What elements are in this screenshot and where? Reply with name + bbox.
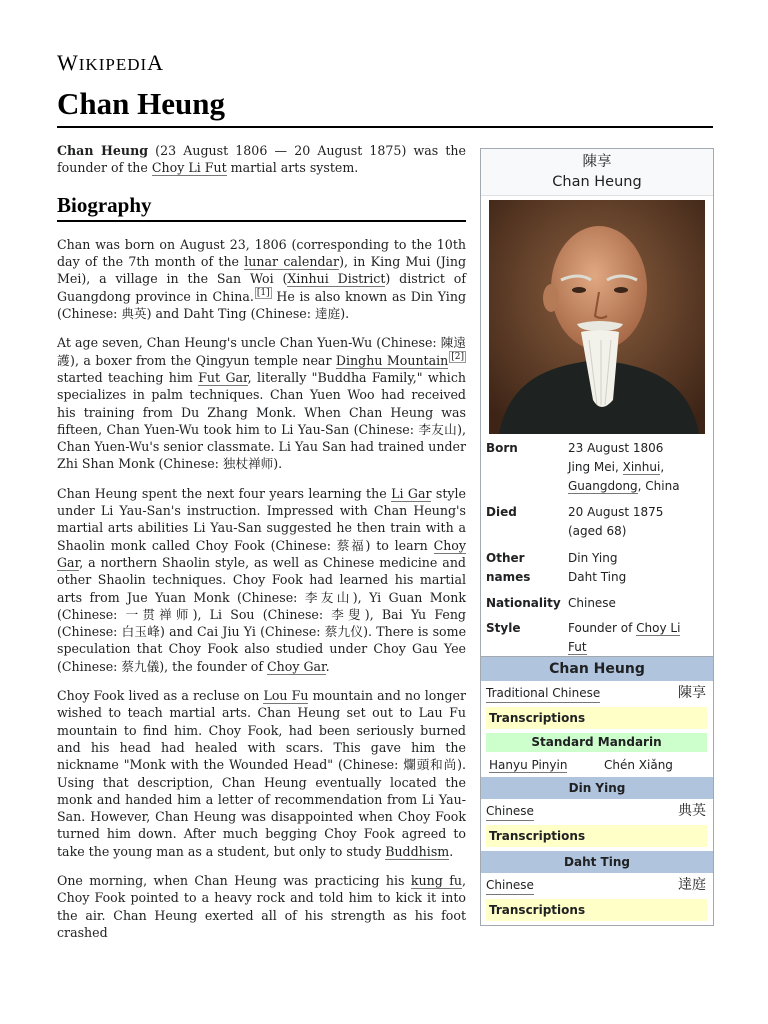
born-place-line (568, 458, 707, 477)
daht-ting-header: Daht Ting (481, 851, 713, 873)
text: . (449, 843, 454, 859)
text: ) and Daht Ting (Chinese: (146, 306, 316, 322)
logo-letter-w: W (57, 50, 79, 75)
born-date: 23 August 1806 (568, 441, 664, 455)
traditional-chinese-value: 陳享 (678, 685, 706, 701)
chinese-text: 李叟 (331, 606, 365, 622)
infobox-value (568, 503, 707, 541)
infobox-value (568, 439, 707, 496)
standard-mandarin-heading: Standard Mandarin (486, 733, 707, 752)
text: ), Li Sou (Chinese: (192, 606, 332, 622)
text: , literally "Buddha Family," which specializes in palm techniques. Chan Yuen Woo had received his training from Du Zhang Monk. When Chan Heung was fifteen, Chan Yuen-Wu took him to Li Yau-San (Chinese: (57, 369, 466, 437)
text: Choy Fook lived as a recluse on (57, 688, 264, 704)
title-rule (57, 126, 713, 128)
text: ) and Cai Jiu Yi (Chinese: (160, 624, 325, 640)
link-choy-gar[interactable]: Choy Gar (57, 537, 467, 570)
text: ). (340, 306, 350, 322)
link-lou-fu[interactable]: Lou Fu (263, 688, 309, 704)
link-hanyu-pinyin[interactable]: Hanyu Pinyin (489, 758, 568, 772)
chinese-text: 蔡福 (336, 537, 366, 553)
text: names (486, 570, 531, 584)
text: Daht Ting (568, 570, 627, 584)
din-ying-chinese-row (481, 799, 713, 823)
died-age: (aged 68) (568, 524, 627, 538)
chinese-text: 白玉峰 (121, 624, 161, 640)
chinese-text: 蔡九仪 (324, 624, 364, 640)
din-ying-header: Din Ying (481, 777, 713, 799)
chinese-text: 一贯禅师 (125, 606, 193, 622)
infobox-label: Nationality (486, 596, 561, 610)
portrait-image[interactable] (489, 200, 705, 434)
chinese-text: 李友山 (418, 421, 458, 437)
bio-paragraph-5 (57, 872, 466, 941)
link-xinhui-district[interactable]: Xinhui District (287, 271, 386, 287)
logo-letter-a: A (147, 50, 165, 75)
infobox-label: Died (486, 505, 517, 519)
portrait-illustration (489, 200, 705, 434)
link-kung-fu[interactable]: kung fu (410, 872, 462, 888)
hanyu-pinyin-value: Chén Xiǎng (604, 758, 673, 772)
chinese-text: 独杖禅师 (222, 456, 274, 472)
infobox-row-nationality (481, 590, 713, 616)
link-buddhism[interactable]: Buddhism (385, 843, 450, 859)
infobox-label (486, 549, 568, 587)
link-traditional-chinese[interactable]: Traditional Chinese (486, 685, 600, 703)
chinese-text: 典英 (121, 306, 147, 322)
bio-paragraph-2 (57, 334, 466, 472)
reference-1[interactable]: [1] (256, 287, 270, 298)
text: ), a boxer from the Qingyun temple near (70, 352, 336, 368)
link-fut-gar[interactable]: Fut Gar (198, 369, 248, 385)
infobox-label: Style (486, 621, 521, 635)
text: Other (486, 551, 525, 565)
text: , Choy Fook pointed to a heavy rock and told him to kick it into the air. Chan Heung exerted all of his strength as his foot crashed (57, 872, 466, 940)
link-lunar-calendar[interactable]: lunar calendar (244, 254, 340, 270)
link-chinese[interactable]: Chinese (486, 877, 534, 895)
link-choy-gar[interactable]: Choy Gar (267, 658, 326, 674)
text: ), in King Mui (Jing Mei), a village in the San Woi ( (57, 254, 467, 287)
section-heading-biography: Biography (57, 197, 466, 222)
link-xinhui[interactable]: Xinhui (622, 460, 661, 474)
text: ) to learn (365, 537, 434, 553)
infobox-name-chinese: 陳享 (582, 154, 612, 170)
traditional-chinese-row (481, 681, 713, 705)
text: He is also known as Din Ying (Chinese: (57, 288, 467, 322)
text: . (325, 658, 330, 674)
chinese-name-box (480, 656, 714, 926)
text: ), the founder of (159, 658, 268, 674)
text: ), Yi Guan Monk (Chinese: (57, 589, 466, 622)
text: Chan Heung spent the next four years learning the (57, 485, 392, 501)
intro-paragraph (57, 142, 466, 177)
chinese-text: 爛頭和尚 (403, 757, 458, 773)
bio-paragraph-3 (57, 485, 466, 675)
link-choy-li-fut[interactable]: Choy Li (636, 621, 681, 635)
text: ). Using that description, Chan Heung eventually located the monk and handed him a letter of recommendation from Li Yau-San. However, Chan Heung was disappointed when Choy Fook turned him down. After much begging Choy Fook agreed to take the young man as a student, but only to study (57, 757, 467, 859)
hanyu-pinyin-row (481, 754, 713, 777)
infobox-body (481, 195, 713, 661)
text: ) district of Guangdong province in China. (57, 271, 467, 304)
infobox-name-english: Chan Heung (552, 174, 642, 190)
transcriptions-toggle[interactable]: Transcriptions (486, 707, 707, 729)
bio-paragraph-1 (57, 236, 466, 322)
link-guangdong[interactable]: Guangdong (568, 479, 638, 493)
chinese-text: 蔡九儀 (121, 658, 160, 674)
text: mountain and no longer wished to teach martial arts. Chan Heung set out to Lau Fu mountain to find him. Choy Fook, had been seriously burned and his head had healed with scars. This gave him the nickname "Monk with the Wounded Head" (Chinese: (57, 688, 466, 773)
infobox-row-style (481, 616, 713, 661)
text: ). There is some speculation that Choy Fook also studied under Choy Gau Yee (Chinese: (57, 624, 467, 674)
link-choy-li-fut[interactable]: Fut (568, 640, 587, 654)
chinese-text: 李友山 (304, 589, 353, 605)
text: Chan was born on August 23, 1806 (corresponding to the 10th day of the 7th month of the (57, 236, 466, 270)
died-date: 20 August 1875 (568, 505, 664, 519)
page-title: Chan Heung (57, 86, 225, 121)
text: , (660, 460, 665, 474)
intro-tail: martial arts system. (226, 160, 359, 176)
infobox-value (568, 549, 707, 587)
infobox-value: Chinese (568, 596, 616, 610)
infobox-header (481, 149, 713, 195)
intro-dates: (23 August 1806 — 20 August 1875) was the founder of the (57, 143, 466, 176)
wikipedia-logo[interactable] (57, 50, 164, 76)
chinese-box-header: Chan Heung (481, 657, 713, 681)
text: started teaching him (57, 369, 199, 385)
text: At age seven, Chan Heung's uncle Chan Yuen-Wu (Chinese: (57, 335, 441, 351)
text: Jing Mei, (568, 460, 623, 474)
born-region-line (568, 477, 707, 496)
text: ). (273, 456, 283, 472)
reference-2[interactable]: [2] (451, 351, 465, 362)
transcriptions-toggle[interactable]: Transcriptions (486, 825, 707, 847)
infobox-row-died (481, 499, 713, 544)
link-dinghu-mountain[interactable]: Dinghu Mountain (335, 352, 449, 368)
infobox-value (568, 619, 707, 657)
link-choy-li-fut[interactable]: Choy Li Fut (151, 160, 227, 176)
infobox-row-other-names (481, 544, 713, 590)
daht-ting-chinese-row (481, 873, 713, 897)
link-chinese[interactable]: Chinese (486, 803, 534, 821)
infobox-row-born (481, 436, 713, 499)
text: ), Chan Yuen-Wu's senior classmate. Li Yau San had trained under Zhi Shan Monk (Chinese: (57, 421, 466, 472)
infobox (480, 148, 714, 662)
text: Founder of (568, 621, 637, 635)
text: Din Ying (568, 551, 618, 565)
infobox-label: Born (486, 441, 518, 455)
logo-letters: IKIPEDI (78, 55, 148, 74)
intro-name: Chan Heung (57, 143, 149, 158)
chinese-text: 陳遠護 (57, 335, 467, 368)
text: One morning, when Chan Heung was practicing his (57, 872, 411, 888)
link-li-gar[interactable]: Li Gar (391, 485, 432, 501)
bio-paragraph-4 (57, 687, 466, 860)
text: ), Bai Yu Feng (Chinese: (57, 606, 466, 640)
text: , China (637, 479, 680, 493)
article-body (57, 142, 466, 953)
text: style under Li Yau-San's instruction. Impressed with Chan Heung's martial arts abilities Li Yau-San suggested he then train with a Shaolin monk called Choy Fook (Chinese: (57, 485, 467, 553)
transcriptions-toggle[interactable]: Transcriptions (486, 899, 707, 921)
chinese-text: 達庭 (315, 306, 341, 322)
din-ying-value: 典英 (678, 803, 706, 819)
text: , a northern Shaolin style, as well as Chinese medicine and other Shaolin techniques. Choy Fook had learned his martial arts from Jue Yuan Monk (Chinese: (57, 554, 466, 605)
daht-ting-value: 達庭 (678, 877, 706, 893)
